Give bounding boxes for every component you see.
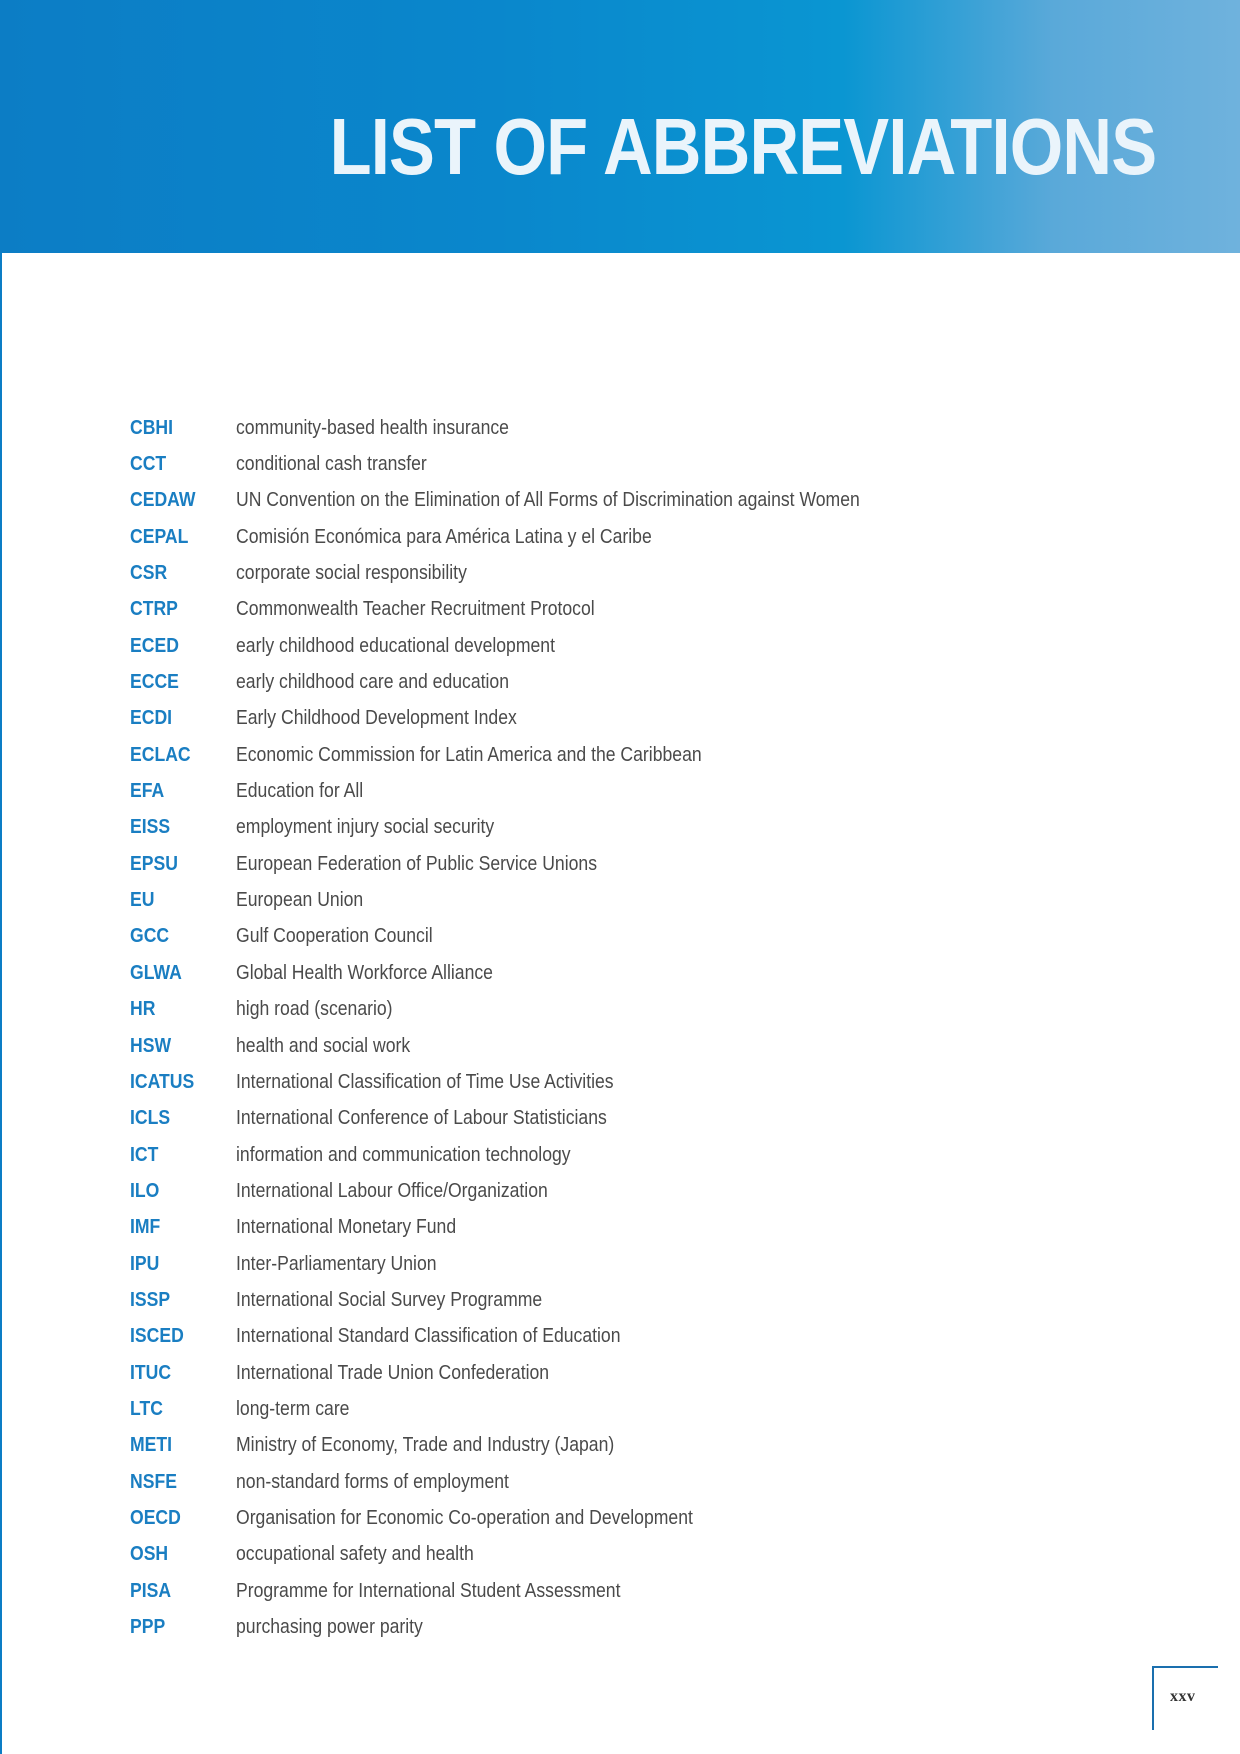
abbreviation-definition: International Social Survey Programme [236,1288,543,1311]
abbreviation-definition: International Classification of Time Use Activities [236,1070,614,1093]
abbreviation-code: PPP [130,1616,166,1639]
abbreviation-definition: conditional cash transfer [236,453,427,476]
abbreviation-code: IMF [130,1216,161,1239]
abbreviation-row [130,1609,1130,1645]
abbreviation-code: ICATUS [130,1070,195,1093]
abbreviation-row [130,664,1130,700]
abbreviation-code: PISA [130,1579,172,1602]
abbreviation-definition: Global Health Workforce Alliance [236,961,493,984]
abbreviation-definition: early childhood educational development [236,634,555,657]
abbreviation-definition: Early Childhood Development Index [236,707,517,730]
abbreviation-code: CEDAW [130,489,196,512]
abbreviation-definition: corporate social responsibility [236,562,467,585]
abbreviation-row [130,810,1130,846]
left-margin-rule [0,253,2,1754]
page-number: xxv [1170,1688,1196,1705]
abbreviation-row [130,1428,1130,1464]
abbreviation-code: GLWA [130,961,182,984]
abbreviation-code: CBHI [130,416,174,439]
abbreviation-row [130,992,1130,1028]
abbreviation-row [130,410,1130,446]
abbreviation-row [130,1173,1130,1209]
abbreviation-code: EU [130,889,155,912]
abbreviation-row [130,519,1130,555]
abbreviation-row [130,846,1130,882]
abbreviation-definition: Commonwealth Teacher Recruitment Protocol [236,598,595,621]
abbreviation-definition: Organisation for Economic Co-operation and Development [236,1506,693,1529]
abbreviation-code: CTRP [130,598,178,621]
abbreviation-code: ITUC [130,1361,172,1384]
abbreviation-definition: information and communication technology [236,1143,571,1166]
abbreviation-code: HSW [130,1034,172,1057]
abbreviation-row [130,1064,1130,1100]
abbreviation-row [130,446,1130,482]
abbreviation-row [130,882,1130,918]
abbreviation-definition: employment injury social security [236,816,495,839]
abbreviation-code: ECCE [130,671,179,694]
abbreviation-code: EFA [130,780,165,803]
abbreviation-definition: International Standard Classification of Education [236,1325,621,1348]
abbreviation-definition: Inter-Parliamentary Union [236,1252,437,1275]
abbreviation-definition: long-term care [236,1397,350,1420]
abbreviation-definition: UN Convention on the Elimination of All Forms of Discrimination against Women [236,489,860,512]
abbreviation-definition: International Monetary Fund [236,1216,457,1239]
abbreviation-code: OECD [130,1506,181,1529]
page-title: LIST OF ABBREVIATIONS [329,102,1156,191]
abbreviation-definition: Ministry of Economy, Trade and Industry (Japan) [236,1434,615,1457]
abbreviation-definition: European Federation of Public Service Unions [236,852,598,875]
abbreviation-code: CCT [130,453,167,476]
abbreviation-code: ECLAC [130,743,191,766]
abbreviation-row [130,555,1130,591]
abbreviation-row [130,628,1130,664]
abbreviation-code: HR [130,998,156,1021]
abbreviation-row [130,483,1130,519]
abbreviation-code: IPU [130,1252,160,1275]
abbreviation-code: EPSU [130,852,178,875]
abbreviation-code: LTC [130,1397,163,1420]
abbreviation-row [130,1210,1130,1246]
abbreviation-definition: Education for All [236,780,364,803]
abbreviation-definition: non-standard forms of employment [236,1470,509,1493]
abbreviation-row [130,1319,1130,1355]
abbreviation-definition: purchasing power parity [236,1616,423,1639]
abbreviation-definition: Gulf Cooperation Council [236,925,433,948]
abbreviation-row [130,737,1130,773]
abbreviation-code: ILO [130,1179,160,1202]
abbreviation-list [130,410,1130,1646]
abbreviation-row [130,1282,1130,1318]
abbreviation-definition: European Union [236,889,364,912]
abbreviation-code: ISCED [130,1325,184,1348]
abbreviation-definition: Comisión Económica para América Latina y el Caribe [236,525,652,548]
abbreviation-code: CSR [130,562,168,585]
abbreviation-code: METI [130,1434,173,1457]
abbreviation-row [130,592,1130,628]
abbreviation-row [130,773,1130,809]
abbreviation-definition: community-based health insurance [236,416,509,439]
abbreviation-definition: early childhood care and education [236,671,509,694]
abbreviation-code: CEPAL [130,525,189,548]
abbreviation-row [130,1028,1130,1064]
abbreviation-definition: occupational safety and health [236,1543,474,1566]
abbreviation-code: ECED [130,634,179,657]
abbreviation-code: ICT [130,1143,159,1166]
abbreviation-row [130,1137,1130,1173]
abbreviation-code: ICLS [130,1107,171,1130]
abbreviation-code: ECDI [130,707,173,730]
abbreviation-row [130,1246,1130,1282]
abbreviation-definition: health and social work [236,1034,411,1057]
abbreviation-code: EISS [130,816,171,839]
abbreviation-row [130,1537,1130,1573]
abbreviation-definition: high road (scenario) [236,998,393,1021]
abbreviation-row [130,955,1130,991]
abbreviation-code: GCC [130,925,170,948]
abbreviation-row [130,1355,1130,1391]
abbreviation-row [130,701,1130,737]
abbreviation-row [130,1500,1130,1536]
abbreviation-definition: International Trade Union Confederation [236,1361,550,1384]
abbreviation-row [130,1101,1130,1137]
abbreviation-code: ISSP [130,1288,171,1311]
abbreviation-code: OSH [130,1543,169,1566]
abbreviation-definition: International Labour Office/Organization [236,1179,548,1202]
abbreviation-row [130,1464,1130,1500]
abbreviation-code: NSFE [130,1470,177,1493]
abbreviation-definition: Economic Commission for Latin America and the Caribbean [236,743,702,766]
header-band [0,0,1240,253]
abbreviation-definition: Programme for International Student Assessment [236,1579,621,1602]
abbreviation-definition: International Conference of Labour Statisticians [236,1107,607,1130]
abbreviation-row [130,1391,1130,1427]
abbreviation-row [130,919,1130,955]
abbreviation-row [130,1573,1130,1609]
